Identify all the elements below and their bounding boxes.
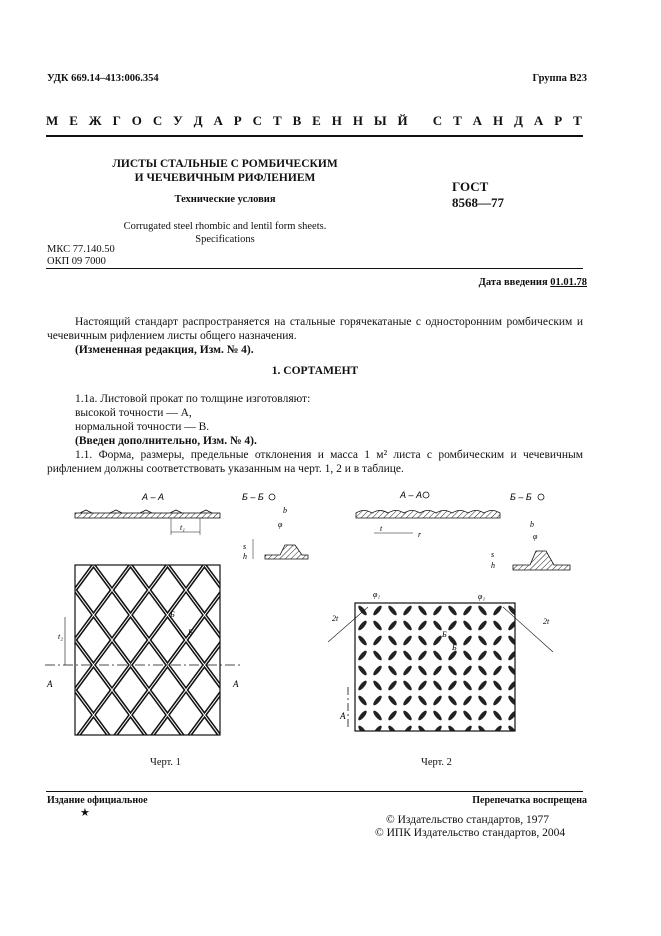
figure-2-caption: Черт. 2 xyxy=(421,757,452,768)
fig2-lentil-plate xyxy=(355,603,515,731)
interstate-letter: А xyxy=(213,113,223,128)
mks-code: МКС 77.140.50 xyxy=(47,244,115,255)
interstate-letter: Д xyxy=(514,113,523,128)
group-code: Группа В23 xyxy=(532,73,587,84)
fig1-rhombic-plate xyxy=(75,565,220,735)
reprint-prohibited-label: Перепечатка воспрещена xyxy=(472,795,587,806)
figure-1-drawing xyxy=(40,487,310,742)
document-subtitle: Технические условия xyxy=(174,194,276,205)
fig1-b1-label: Б xyxy=(170,610,175,619)
fig2-2t-left-label: 2t xyxy=(332,614,339,623)
fig2-bb-profile xyxy=(513,551,570,570)
clause-1-1: 1.1. Форма, размеры, предельные отклонения и масса 1 м² листа с ромбическим и чечевичным рифлением должны соответствовать указанным на черт. 1, 2 и в таблице. xyxy=(47,449,583,475)
interstate-letter: Т xyxy=(573,113,582,128)
fig2-b-label: b xyxy=(530,520,534,529)
interstate-letter: Е xyxy=(312,113,321,128)
interstate-letter: Й xyxy=(397,113,408,128)
fig1-b-label: b xyxy=(283,506,287,515)
fig2-b2-label: Б xyxy=(452,643,457,652)
english-title xyxy=(80,220,370,246)
fig2-phi1-left-label: φ₁ xyxy=(373,590,381,599)
english-title-line-2: Specifications xyxy=(195,234,255,245)
fig2-aa-profile xyxy=(356,511,500,519)
fig1-phi-label: φ xyxy=(278,520,283,529)
interstate-letter: Г xyxy=(112,113,121,128)
fig1-aa-profile xyxy=(75,513,220,518)
fig1-bb-profile xyxy=(265,545,308,559)
interstate-letter: О xyxy=(131,113,142,128)
copyright-2004: © ИПК Издательство стандартов, 2004 xyxy=(375,827,566,839)
fig1-section-aa-label: А – А xyxy=(142,492,165,502)
clause-added-note: (Введен дополнительно, Изм. № 4). xyxy=(75,435,257,447)
fig2-phi-label: φ xyxy=(533,532,538,541)
gost-label: ГОСТ xyxy=(452,179,489,194)
fig2-r-label: r xyxy=(418,530,422,539)
title-line-1: ЛИСТЫ СТАЛЬНЫЕ С РОМБИЧЕСКИМ xyxy=(112,158,338,170)
interstate-letter: Н xyxy=(352,113,363,128)
fig1-a-right-label: А xyxy=(233,679,239,689)
fig2-section-aa-symbol xyxy=(423,492,429,498)
interstate-letter: С xyxy=(432,113,443,128)
interstate-standard-heading xyxy=(46,113,582,129)
fig2-s-label: s xyxy=(491,550,495,559)
interstate-letter: С xyxy=(252,113,263,128)
clause-1-1a: 1.1а. Листовой прокат по толщине изготовляют: xyxy=(75,393,311,405)
fig2-phi1-right-label: φ₁ xyxy=(478,592,486,601)
fig1-section-bb-label: Б – Б xyxy=(242,492,264,502)
fig2-section-aa-label: А – А xyxy=(400,490,423,500)
effective-date-label: Дата введения xyxy=(478,277,551,288)
fig2-section-bb-label: Б – Б xyxy=(510,492,532,502)
intro-paragraph: Настоящий стандарт распространяется на стальные горячекатаные с односторонним ромбическим и чечевичным рифлением листы общего назначения. xyxy=(47,316,583,342)
fig2-a-label: А xyxy=(340,711,346,721)
title-line-2: И ЧЕЧЕВИЧНЫМ РИФЛЕНИЕМ xyxy=(134,172,316,184)
classification-codes xyxy=(47,244,115,268)
interstate-letter: Ы xyxy=(373,113,387,128)
gost-code: 8568—77 xyxy=(452,195,504,210)
interstate-letter: М xyxy=(46,113,59,128)
udk-code: УДК 669.14–413:006.354 xyxy=(47,73,159,84)
interstate-letter: Т xyxy=(272,113,282,128)
okp-code: ОКП 09 7000 xyxy=(47,256,106,267)
interstate-letter: У xyxy=(173,113,183,128)
interstate-letter: Ж xyxy=(88,113,102,128)
interstate-letter: Н xyxy=(492,113,504,128)
fig2-t-label: t xyxy=(380,524,383,533)
interstate-letter: Р xyxy=(233,113,242,128)
interstate-letter: Д xyxy=(193,113,203,128)
fig1-t1-label: t₁ xyxy=(180,523,186,532)
effective-date xyxy=(479,277,587,288)
fig1-b2-label: Б xyxy=(188,628,193,637)
intro-amendment-note: (Измененная редакция, Изм. № 4). xyxy=(75,344,254,356)
english-title-line-1: Corrugated steel rhombic and lentil form sheets. xyxy=(123,221,327,232)
codes-rule xyxy=(46,268,583,269)
header-rule xyxy=(46,135,583,137)
fig2-b1-label: Б xyxy=(442,630,447,639)
figure-1-caption: Черт. 1 xyxy=(150,757,181,768)
fig1-h-label: h xyxy=(243,552,247,561)
interstate-letter: Т xyxy=(453,113,462,128)
accuracy-high: высокой точности — А, xyxy=(75,407,192,419)
copyright-1977: © Издательство стандартов, 1977 xyxy=(386,814,550,826)
fig2-2t-right-label: 2t xyxy=(543,617,550,626)
official-edition-label: Издание официальное xyxy=(47,795,148,806)
accuracy-normal: нормальной точности — В. xyxy=(75,421,210,433)
gost-number xyxy=(452,179,504,211)
interstate-letter: Н xyxy=(331,113,342,128)
interstate-letter: Р xyxy=(554,113,563,128)
interstate-letter: Е xyxy=(69,113,78,128)
fig2-h-label: h xyxy=(491,561,495,570)
fig2-section-bb-symbol xyxy=(538,494,544,500)
document-title xyxy=(80,157,370,185)
interstate-letter: А xyxy=(472,113,483,128)
interstate-letter: А xyxy=(533,113,544,128)
effective-date-value: 01.01.78 xyxy=(550,277,587,288)
fig1-t2-label: t₂ xyxy=(58,632,64,641)
fig1-s-label: s xyxy=(243,542,247,551)
interstate-letter xyxy=(419,113,422,129)
interstate-letter: С xyxy=(152,113,163,128)
star-mark: ★ xyxy=(80,807,90,819)
fig1-section-bb-symbol xyxy=(269,494,275,500)
interstate-letter: В xyxy=(292,113,302,128)
footer-rule xyxy=(46,791,583,792)
figure-2-drawing xyxy=(318,487,588,742)
section-heading: 1. СОРТАМЕНТ xyxy=(271,365,359,377)
fig1-a-left-label: А xyxy=(47,679,53,689)
